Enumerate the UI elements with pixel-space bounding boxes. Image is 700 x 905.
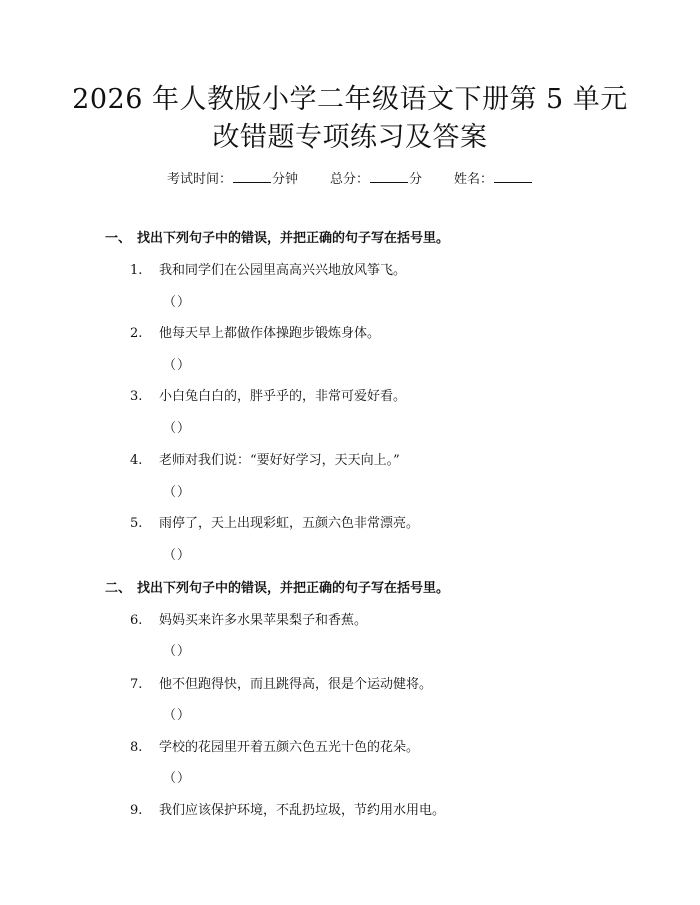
student-name-field [454,170,533,189]
student-name-label: 姓名： [454,172,494,187]
question-1-number: 1. [130,263,143,278]
section-2-number: 二、 [105,581,132,596]
total-score-unit: 分 [409,172,423,187]
section-1-heading [105,230,449,248]
question-7 [130,676,432,694]
question-7-answer-parentheses: （） [163,708,192,723]
question-7-number: 7. [130,677,143,692]
section-1-number: 一、 [105,231,132,246]
question-8-answer-parentheses: （） [163,771,192,786]
question-2-answer-parentheses: （） [163,358,192,373]
question-5 [130,515,419,533]
question-5-answer-parentheses: （） [163,548,192,563]
question-9-text: 我们应该保护环境，不乱扔垃圾，节约用水用电。 [159,803,446,818]
question-6-text: 妈妈买来许多水果苹果梨子和香蕉。 [159,613,368,628]
question-1 [130,262,406,280]
question-1-answer-parentheses: （） [163,295,192,310]
question-3-text: 小白兔白白的，胖乎乎的，非常可爱好看。 [159,389,407,404]
question-6-answer-parentheses: （） [163,644,192,659]
question-1-text: 我和同学们在公园里高高兴兴地放风筝飞。 [159,263,407,278]
question-2 [130,325,380,343]
section-1-instruction: 找出下列句子中的错误，并把正确的句子写在括号里。 [137,231,450,246]
question-4-text: 老师对我们说：“要好好学习，天天向上。” [159,453,400,468]
exam-time-unit: 分钟 [271,172,298,187]
question-8 [130,739,419,757]
exam-info-row [0,170,700,189]
total-score-blank [370,170,408,183]
question-7-text: 他不但跑得快，而且跳得高，很是个运动健将。 [159,677,433,692]
question-6 [130,612,367,630]
question-2-number: 2. [130,326,143,341]
question-5-number: 5. [130,516,143,531]
total-score-label: 总分： [329,172,369,187]
exam-time-blank [233,170,271,183]
question-4-answer-parentheses: （） [163,485,192,500]
question-4 [130,452,400,470]
exam-time-field [167,170,298,189]
student-name-blank [494,170,532,183]
question-3-answer-parentheses: （） [163,421,192,436]
section-2-instruction: 找出下列句子中的错误，并把正确的句子写在括号里。 [137,581,450,596]
question-9-number: 9. [130,803,143,818]
question-2-text: 他每天早上都做作体操跑步锻炼身体。 [159,326,381,341]
question-8-number: 8. [130,740,143,755]
question-5-text: 雨停了，天上出现彩虹，五颜六色非常漂亮。 [159,516,420,531]
document-title-line-1: 2026 年人教版小学二年级语文下册第 5 单元 [72,84,628,115]
question-6-number: 6. [130,613,143,628]
section-2-heading [105,580,449,598]
question-4-number: 4. [130,453,143,468]
question-3-number: 3. [130,389,143,404]
question-9 [130,802,445,820]
exam-time-label: 考试时间： [166,172,232,187]
document-title-line-2: 改错题专项练习及答案 [212,122,488,153]
question-8-text: 学校的花园里开着五颜六色五光十色的花朵。 [159,740,420,755]
total-score-field [330,170,422,189]
question-3 [130,388,406,406]
